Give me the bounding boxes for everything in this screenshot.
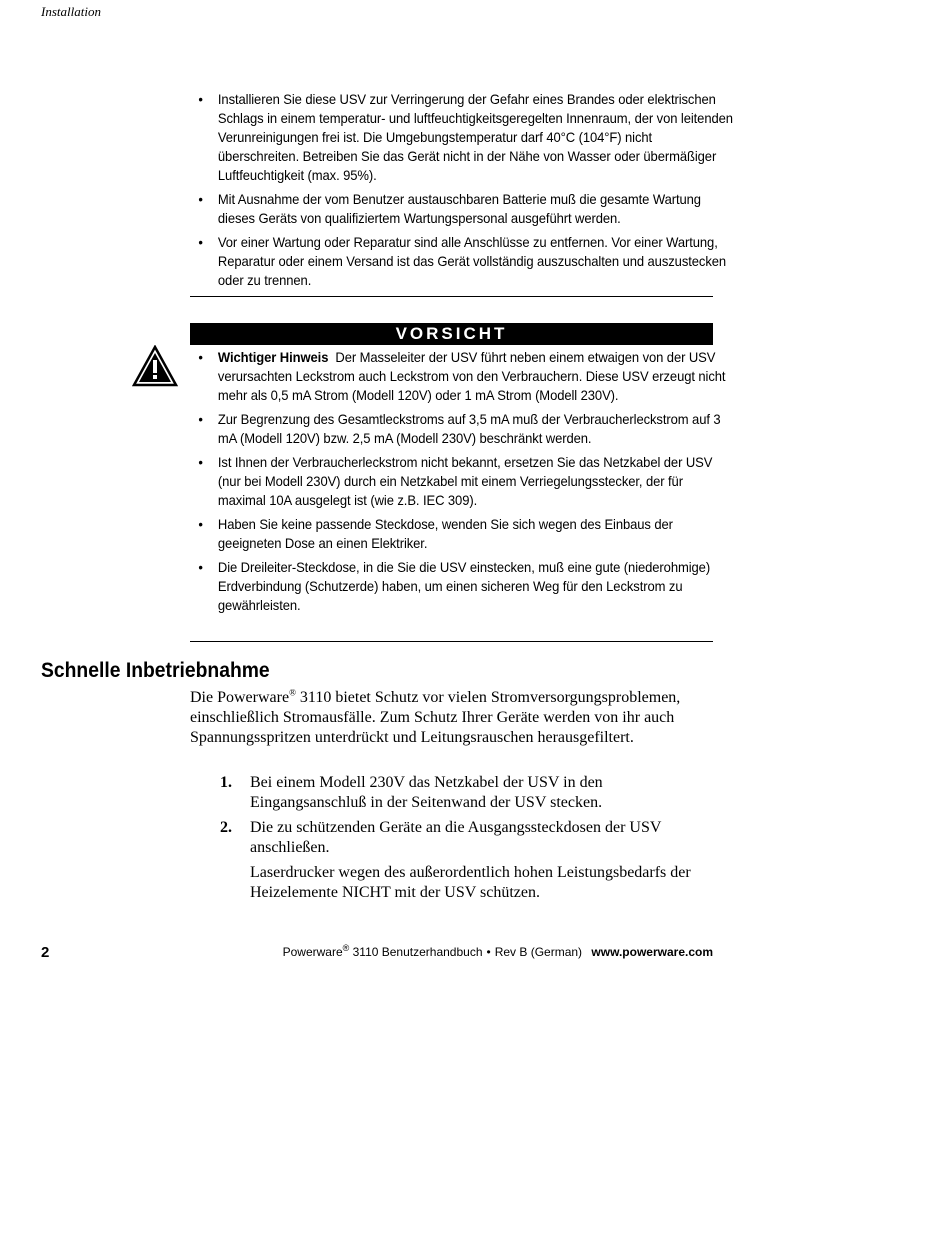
steps-list: [190, 773, 715, 863]
warning-triangle-icon: [132, 345, 178, 387]
caution-item-text: Ist Ihnen der Verbraucherleckstrom nicht bekannt, ersetzen Sie das Netzkabel der USV (nur bei Modell 230V) durch ein Netzkabel mit einem Verriegelungsstecker, der für maximal 10A ausgelegt ist (wie z.B. IEC 309).: [217, 454, 713, 508]
bullet: •: [198, 454, 203, 470]
footer-brand: Powerware: [282, 945, 343, 959]
step-number: 1.: [220, 774, 232, 791]
safety-item-text: Vor einer Wartung oder Reparatur sind alle Anschlüsse zu entfernen. Vor einer Wartung, Reparatur oder einem Versand ist das Gerät vollständig auszuschalten und auszustecken oder zu trennen.: [217, 234, 727, 288]
caution-heading: VORSICHT: [190, 323, 713, 345]
footer: [283, 945, 713, 959]
bullet: •: [198, 234, 203, 250]
list-item: [190, 348, 734, 405]
step-text: Die zu schützenden Geräte an die Ausgangssteckdosen der USV anschließen.: [250, 819, 662, 856]
bullet: •: [198, 191, 203, 207]
step-text: Bei einem Modell 230V das Netzkabel der USV in den Eingangsanschluß in der Seitenwand der USV stecken.: [250, 774, 603, 811]
list-item: [190, 233, 734, 290]
list-item: [190, 558, 734, 615]
bullet: •: [198, 411, 203, 427]
caution-item-text: Die Dreileiter-Steckdose, in die Sie die USV einstecken, muß eine gute (niederohmige) Erdverbindung (Schutzerde) haben, um einen sicheren Weg für den Leckstrom zu gewährleisten.: [217, 559, 711, 613]
footer-separator: •: [486, 945, 491, 959]
section-title: Schnelle Inbetriebnahme: [41, 659, 270, 682]
step-number: 2.: [220, 819, 232, 836]
list-item: [190, 453, 734, 510]
list-item: [190, 410, 734, 448]
caution-item-text: Der Masseleiter der USV führt neben einem etwaigen von der USV verursachten Leckstrom auch Leckstrom von den Verbrauchern. Diese USV erzeugt nicht mehr als 0,5 mA Strom (Modell 120V) oder 1 mA Strom (Modell 230V).: [217, 349, 726, 403]
footer-manual: 3110 Benutzerhandbuch: [352, 945, 483, 959]
intro-brand: Die Powerware: [190, 689, 290, 706]
list-item: [190, 773, 715, 813]
important-note-label: Wichtiger Hinweis: [217, 349, 329, 365]
caution-item-text: Zur Begrenzung des Gesamtleckstroms auf 3,5 mA muß der Verbraucherleckstrom auf 3 mA (Modell 120V) bzw. 2,5 mA (Modell 230V) beschränkt werden.: [217, 411, 721, 446]
running-head: Installation: [41, 4, 101, 19]
intro-paragraph: [190, 688, 715, 748]
divider: [190, 641, 713, 642]
bullet: •: [198, 91, 203, 107]
bullet: •: [198, 516, 203, 532]
safety-item-text: Installieren Sie diese USV zur Verringerung der Gefahr eines Brandes oder elektrischen Schlags in einem temperatur- und luftfeuchtigkeitsgeregelten Innenraum, der von leitenden Verunreinigungen frei ist. Die Umgebungstemperatur darf 40°C (104°F) nicht überschreiten. Betreiben Sie das Gerät nicht in der Nähe von Wasser oder übermäßiger Luftfeuchtigkeit (max. 95%).: [217, 91, 733, 183]
note-paragraph: Laserdrucker wegen des außerordentlich hohen Leistungsbedarfs der Heizelemente NICHT mit der USV schützen.: [250, 864, 691, 901]
page-number: 2: [41, 944, 50, 961]
divider: [190, 296, 713, 297]
list-item: [190, 90, 734, 185]
caution-list: [190, 348, 726, 620]
bullet: •: [198, 349, 203, 365]
safety-item-text: Mit Ausnahme der vom Benutzer austauschbaren Batterie muß die gesamte Wartung dieses Geräts von qualifiziertem Wartungspersonal ausgeführt werden.: [217, 191, 701, 226]
list-item: [190, 818, 715, 858]
intro-text: 3110 bietet Schutz vor vielen Stromversorgungsproblemen, einschließlich Stromausfälle. Zum Schutz Ihrer Geräte werden von ihr auch Spannungsspritzen unterdrückt und Leitungsrauschen herausgefiltert.: [190, 689, 681, 746]
footer-revision: Rev B (German): [494, 945, 583, 959]
registered-mark: ®: [342, 943, 350, 953]
caution-item-text: Haben Sie keine passende Steckdose, wenden Sie sich wegen des Einbaus der geeigneten Dose an einen Elektriker.: [217, 516, 673, 551]
footer-url[interactable]: www.powerware.com: [591, 945, 713, 959]
list-item: [190, 515, 734, 553]
list-item: [190, 190, 734, 228]
safety-list: [190, 90, 733, 295]
registered-mark: ®: [289, 687, 296, 698]
bullet: •: [198, 559, 203, 575]
